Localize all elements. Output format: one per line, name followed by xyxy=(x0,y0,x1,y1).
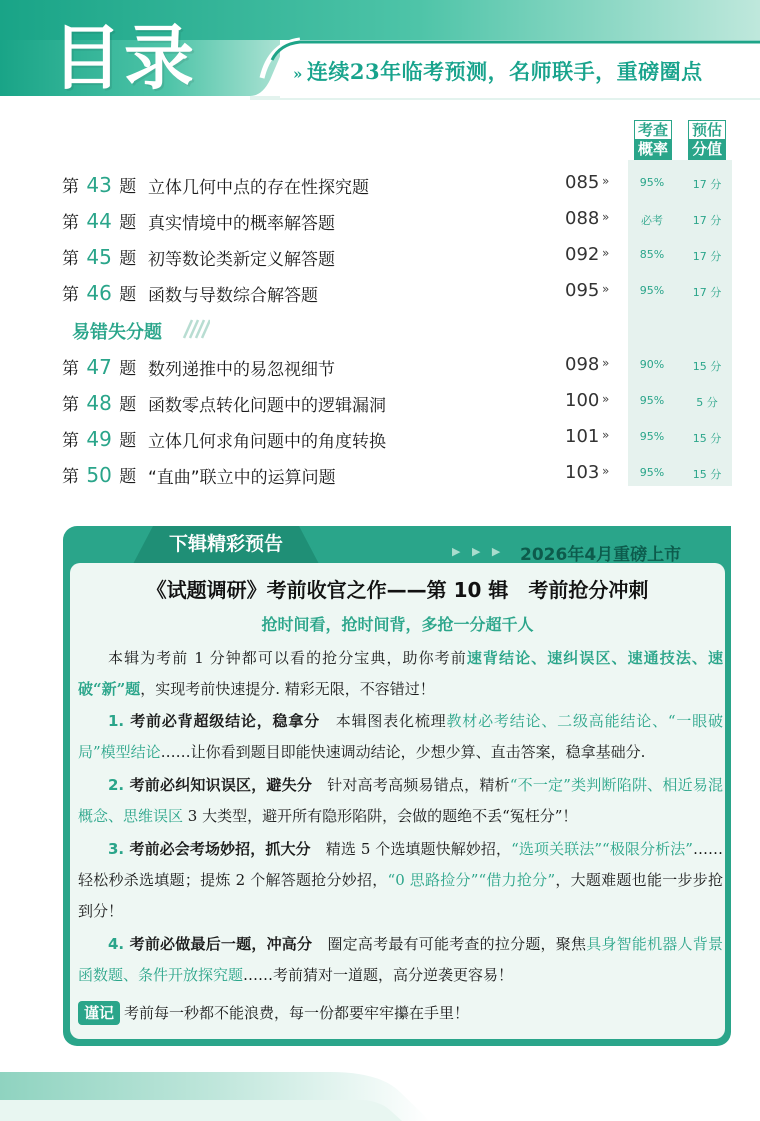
chevron-icon: » xyxy=(602,210,610,224)
section-heading: 易错失分题 xyxy=(72,322,162,343)
toc-title: 函数零点转化问题中的逻辑漏洞 xyxy=(148,396,386,416)
reminder-text: 考前每一秒都不能浪费，每一份都要牢牢攥在手里！ xyxy=(124,1004,470,1022)
toc-row[interactable] xyxy=(62,204,732,234)
toc-row[interactable] xyxy=(62,240,732,270)
page-number: 092 xyxy=(565,244,600,265)
estimated-score: 17 分 xyxy=(692,214,722,227)
page-number: 101 xyxy=(565,426,600,447)
exam-rate: 95% xyxy=(639,394,665,407)
preview-title: 《试题调研》考前收官之作——第 10 辑 考前抢分冲刺 xyxy=(146,578,649,602)
toc-title: 立体几何求角问题中的角度转换 xyxy=(148,432,386,452)
page-number: 100 xyxy=(565,390,600,411)
chevron-icon: » xyxy=(602,356,610,370)
estimated-score: 17 分 xyxy=(692,286,722,299)
double-chevron-icon: » xyxy=(293,65,303,83)
page-number: 088 xyxy=(565,208,600,229)
slogan-text: 连续23年临考预测，名师联手，重磅圈点 xyxy=(306,59,703,84)
exam-rate: 95% xyxy=(639,176,665,189)
triple-arrow-icon: ▶ ▶ ▶ xyxy=(452,545,505,558)
intro-paragraph: 本辑为考前 1 分钟都可以看的抢分宝典，助你考前速背结论、速纠误区、速通技法、速破“新”题，实现考前快速提分. 精彩无限，不容错过！ xyxy=(78,649,723,698)
question-number: 第 47 题 xyxy=(62,355,137,379)
page-title: 目录 xyxy=(52,16,196,99)
stripes-icon xyxy=(182,318,210,340)
reminder-badge: 谨记 xyxy=(78,1001,120,1025)
estimated-score: 15 分 xyxy=(692,468,722,481)
chevron-icon: » xyxy=(602,282,610,296)
question-number: 第 46 题 xyxy=(62,281,137,305)
exam-rate: 85% xyxy=(639,248,665,261)
footer-wave xyxy=(0,1052,760,1121)
score-column-header xyxy=(688,120,726,160)
toc-row[interactable] xyxy=(62,168,732,198)
preview-tab-label: 下辑精彩预告 xyxy=(168,533,283,555)
release-date: 2026年4月重磅上市 xyxy=(520,545,682,565)
question-number: 第 50 题 xyxy=(62,463,137,487)
question-number: 第 45 题 xyxy=(62,245,137,269)
question-number: 第 48 题 xyxy=(62,391,137,415)
question-number: 第 44 题 xyxy=(62,209,137,233)
toc-row[interactable] xyxy=(62,386,732,416)
question-number: 第 43 题 xyxy=(62,173,137,197)
toc-row[interactable] xyxy=(62,422,732,452)
point-4-heading: 4. 考前必做最后一题，冲高分 xyxy=(108,935,313,953)
page-number: 085 xyxy=(565,172,600,193)
point-3-paragraph: 3. 考前必会考场妙招，抓大分 精选 5 个选填题快解妙招，“选项关联法”“极限分析法”……轻松秒杀选填题；提炼 2 个解答题抢分妙招，“0 思路捡分”“借力抢分”，大题难题也能一步步抢到分！ xyxy=(78,840,723,920)
reminder-line xyxy=(78,998,723,1029)
chevron-icon: » xyxy=(602,392,610,406)
toc-title: 数列递推中的易忽视细节 xyxy=(148,360,335,380)
chevron-icon: » xyxy=(602,174,610,188)
estimated-score: 15 分 xyxy=(692,432,722,445)
exam-rate: 必考 xyxy=(641,214,663,227)
toc-title: “直曲”联立中的运算问题 xyxy=(148,468,336,488)
header-slogan xyxy=(293,56,703,86)
estimated-score: 5 分 xyxy=(696,396,718,409)
toc-title: 真实情境中的概率解答题 xyxy=(148,214,335,234)
header-banner xyxy=(0,0,760,110)
chevron-icon: » xyxy=(602,464,610,478)
exam-rate: 90% xyxy=(639,358,665,371)
page-number: 103 xyxy=(565,462,600,483)
toc-row[interactable] xyxy=(62,276,732,306)
toc-title: 立体几何中点的存在性探究题 xyxy=(148,178,369,198)
score-header-top: 预估 xyxy=(688,120,726,140)
point-1-heading: 1. 考前必背超级结论，稳拿分 xyxy=(108,712,320,730)
question-number: 第 49 题 xyxy=(62,427,137,451)
point-2-heading: 2. 考前必纠知识误区，避失分 xyxy=(108,776,313,794)
point-3-heading: 3. 考前必会考场妙招，抓大分 xyxy=(108,840,311,858)
exam-rate: 95% xyxy=(639,430,665,443)
toc-title: 初等数论类新定义解答题 xyxy=(148,250,335,270)
score-header-bottom: 分值 xyxy=(691,140,722,158)
point-4-paragraph: 4. 考前必做最后一题，冲高分 圈定高考最有可能考查的拉分题，聚焦具身智能机器人背景函数题、条件开放探究题……考前猜对一道题，高分逆袭更容易！ xyxy=(78,935,723,984)
estimated-score: 17 分 xyxy=(692,250,722,263)
preview-subtitle: 抢时间看，抢时间背，多抢一分超千人 xyxy=(261,615,534,634)
exam-rate: 95% xyxy=(639,466,665,479)
toc-title: 函数与导数综合解答题 xyxy=(148,286,318,306)
rate-header-bottom: 概率 xyxy=(637,140,668,158)
point-1-paragraph: 1. 考前必背超级结论，稳拿分 本辑图表化梳理教材必考结论、二级高能结论、“一眼破局”模型结论……让你看到题目即能快速调动结论，少想少算、直击答案，稳拿基础分. xyxy=(78,712,723,761)
toc-row[interactable] xyxy=(62,458,732,488)
rate-column-header xyxy=(634,120,672,160)
page-number: 095 xyxy=(565,280,600,301)
estimated-score: 15 分 xyxy=(692,360,722,373)
chevron-icon: » xyxy=(602,428,610,442)
chevron-icon: » xyxy=(602,246,610,260)
toc-row[interactable] xyxy=(62,350,732,380)
exam-rate: 95% xyxy=(639,284,665,297)
estimated-score: 17 分 xyxy=(692,178,722,191)
rate-header-top: 考查 xyxy=(634,120,672,140)
point-2-paragraph: 2. 考前必纠知识误区，避失分 针对高考高频易错点，精析“不一定”类判断陷阱、相近易混概念、思维误区 3 大类型，避开所有隐形陷阱，会做的题绝不丢“冤枉分”！ xyxy=(78,776,723,825)
page-number: 098 xyxy=(565,354,600,375)
